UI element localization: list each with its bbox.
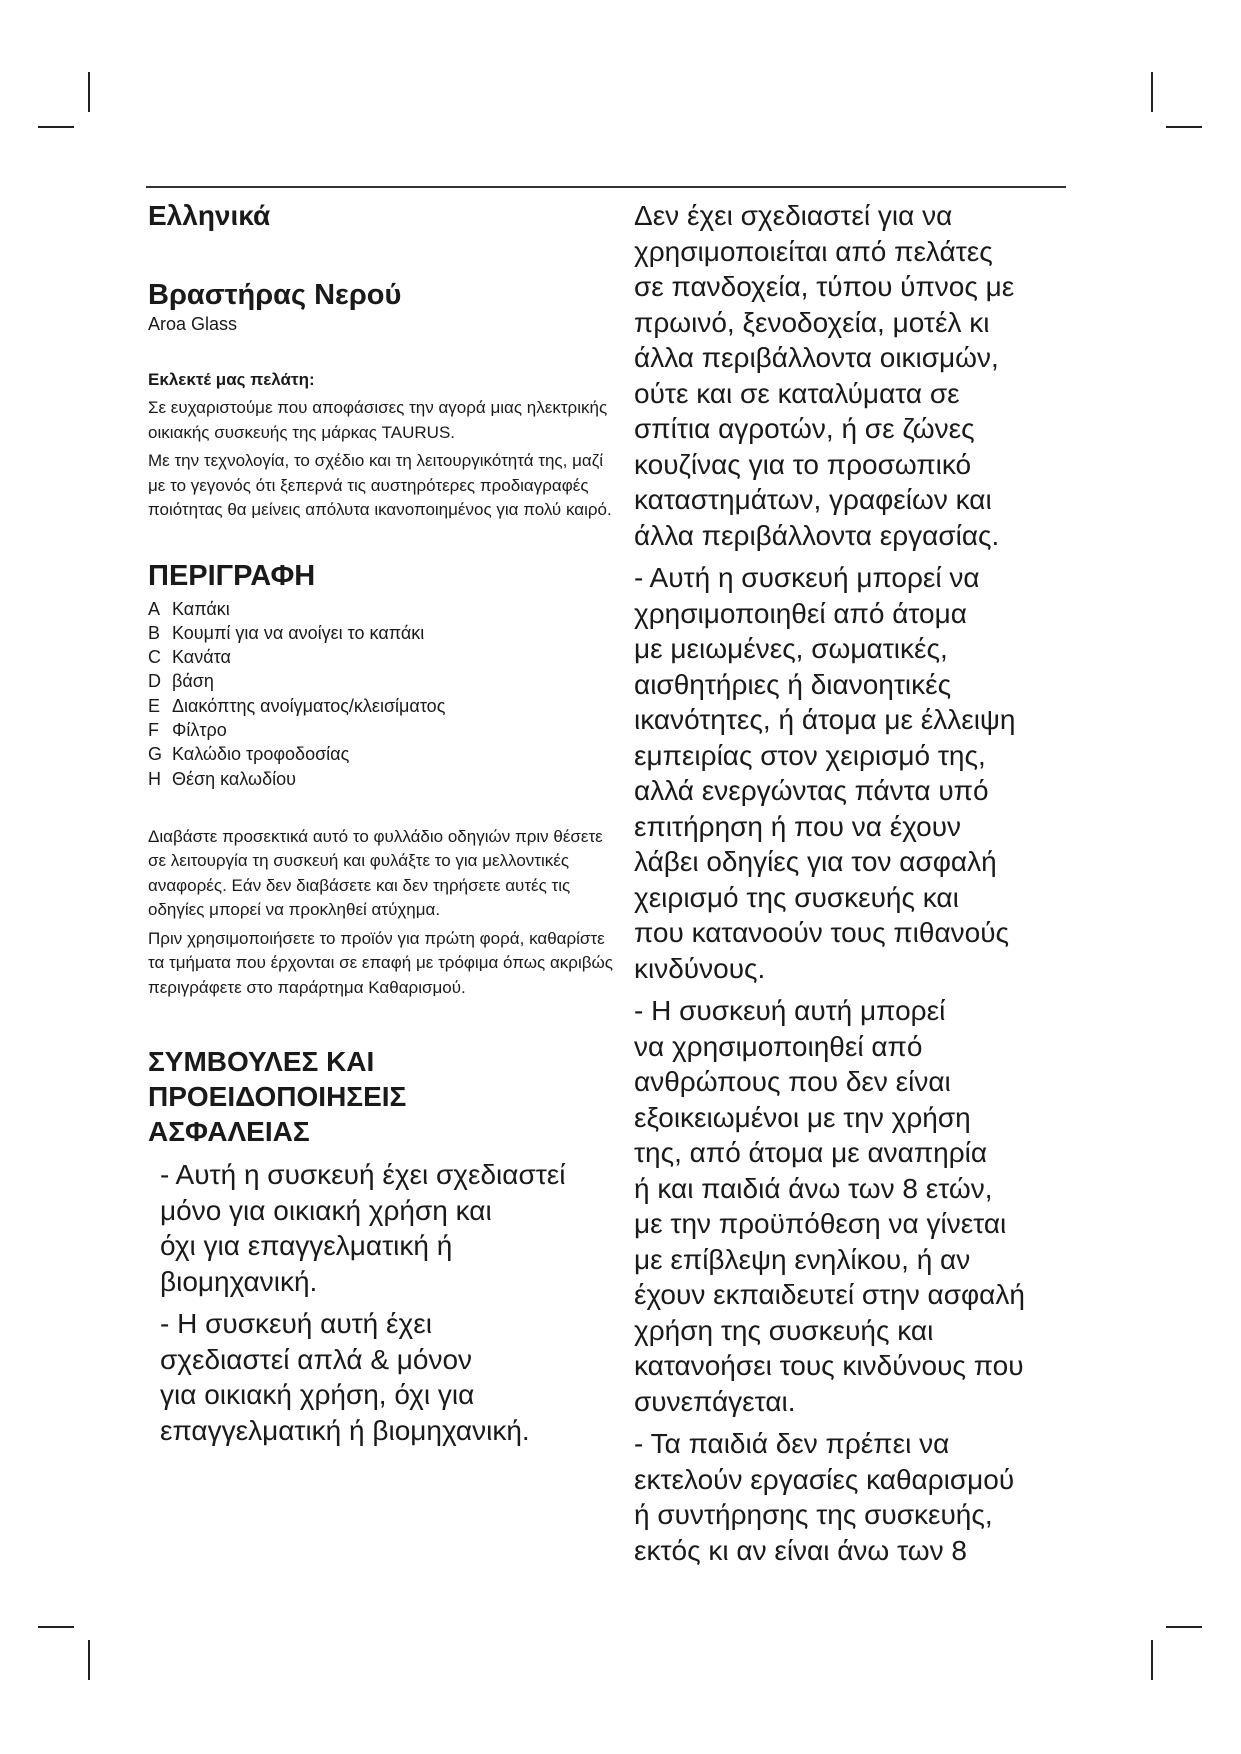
description-note: Διαβάστε προσεκτικά αυτό το φυλλάδιο οδηγιών πριν θέσετε σε λειτουργία τη συσκευή και φυλάξτε το για μελλοντικές αναφορές. Εάν δεν διαβάσετε και δεν τηρήσετε αυτές τις οδηγίες μπορεί να προκληθεί ατύχημα. (148, 826, 603, 920)
crop-mark-top-left-horizontal (38, 126, 74, 128)
list-item (148, 669, 618, 693)
list-item (148, 597, 618, 621)
safety-item: - Η συσκευή αυτή έχει σχεδιαστεί απλά & μόνον για οικιακή χρήση, όχι για επαγγελματική ή βιομηχανική. (160, 1308, 530, 1446)
part-label: Κανάτα (172, 647, 231, 668)
part-label: Καλώδιο τροφοδοσίας (172, 744, 350, 765)
list-item (148, 767, 618, 791)
crop-mark-bottom-left-vertical (88, 1640, 90, 1680)
header-rule (146, 186, 1066, 188)
part-label: βάση (172, 671, 214, 692)
part-label: Καπάκι (172, 598, 230, 619)
part-label: Φίλτρο (172, 719, 227, 740)
part-letter: B (148, 622, 161, 643)
intro-paragraph: Σε ευχαριστούμε που αποφάσισες την αγορά μιας ηλεκτρικής οικιακής συσκευής της μάρκας TAURUS. (148, 398, 608, 442)
part-letter: G (148, 744, 163, 765)
list-item (148, 645, 618, 669)
crop-mark-top-right-vertical (1151, 72, 1153, 112)
crop-mark-top-right-horizontal (1166, 126, 1202, 128)
list-item (148, 742, 618, 766)
product-title: Βραστήρας Νερού (148, 279, 402, 311)
part-label: Θέση καλωδίου (172, 768, 296, 789)
language-heading: Ελληνικά (148, 200, 271, 231)
part-letter: F (148, 719, 159, 740)
crop-mark-bottom-right-horizontal (1166, 1626, 1202, 1628)
part-letter: C (148, 647, 161, 668)
part-letter: E (148, 695, 161, 716)
list-item (148, 718, 618, 742)
list-item (148, 621, 618, 645)
right-column (634, 198, 1074, 1575)
description-heading: ΠΕΡΙΓΡΑΦΗ (148, 559, 316, 592)
safety-item: - Τα παιδιά δεν πρέπει να εκτελούν εργασίες καθαρισμού ή συντήρησης της συσκευής, εκτός κι αν είναι άνω των 8 (634, 1428, 1015, 1566)
intro-paragraph: Με την τεχνολογία, το σχέδιο και τη λειτουργικότητά της, μαζί με το γεγονός ότι ξεπερνά τις αυστηρότερες προδιαγραφές ποιότητας θα μείνεις απόλυτα ικανοποιημένος για πολύ καιρό. (148, 451, 612, 519)
crop-mark-top-left-vertical (88, 72, 90, 112)
part-letter: H (148, 768, 161, 789)
list-item (148, 694, 618, 718)
safety-item: - Αυτή η συσκευή μπορεί να χρησιμοποιηθεί από άτομα με μειωμένες, σωματικές, αισθητήριες ή διανοητικές ικανότητες, ή άτομα με έλλειψη εμπειρίας στον χειρισμό της, αλλά ενεργώντας πάντα υπό επιτήρηση ή που να έχουν λάβει οδηγίες για τον ασφαλή χειρισμό της συσκευής και που κατανοούν τους πιθανούς κινδύνους. (634, 562, 1016, 984)
part-label: Διακόπτης ανοίγματος/κλεισίματος (172, 695, 446, 716)
part-letter: A (148, 598, 161, 619)
crop-mark-bottom-left-horizontal (38, 1626, 74, 1628)
description-note: Πριν χρησιμοποιήσετε το προϊόν για πρώτη φορά, καθαρίστε τα τμήματα που έρχονται σε επαφή με τρόφιμα όπως ακριβώς περιγράφετε στο παράρτημα Καθαρισμού. (148, 928, 613, 997)
safety-item: Δεν έχει σχεδιαστεί για να χρησιμοποιείται από πελάτες σε πανδοχεία, τύπου ύπνος με πρωινό, ξενοδοχεία, μοτέλ κι άλλα περιβάλλοντα οικισμών, ούτε και σε καταλύματα σε σπίτια αγροτών, ή σε ζώνες κουζίνας για το προσωπικό καταστημάτων, γραφείων και άλλα περιβάλλοντα εργασίας. (634, 200, 1015, 551)
part-label: Κουμπί για να ανοίγει το καπάκι (172, 622, 425, 643)
part-letter: D (148, 671, 161, 692)
safety-item: - Αυτή η συσκευή έχει σχεδιαστεί μόνο για οικιακή χρήση και όχι για επαγγελματική ή βιομηχανική. (160, 1159, 566, 1297)
safety-heading: ΣΥΜΒΟΥΛΕΣ ΚΑΙ ΠΡΟΕΙΔΟΠΟΙΗΣΕΙΣ ΑΣΦΑΛΕΙΑΣ (148, 1046, 407, 1148)
safety-item: - Η συσκευή αυτή μπορεί να χρησιμοποιηθεί από ανθρώπους που δεν είναι εξοικειωμένοι με την χρήση της, από άτομα με αναπηρία ή και παιδιά άνω των 8 ετών, με την προϋπόθεση να γίνεται με επίβλεψη ενηλίκου, ή αν έχουν εκπαιδευτεί στην ασφαλή χρήση της συσκευής και κατανοήσει τους κινδύνους που συνεπάγεται. (634, 995, 1025, 1417)
left-column (148, 198, 618, 1455)
model-name: Aroa Glass (148, 314, 238, 334)
greeting: Εκλεκτέ μας πελάτη: (148, 370, 315, 389)
parts-list (148, 597, 618, 791)
crop-mark-bottom-right-vertical (1151, 1640, 1153, 1680)
